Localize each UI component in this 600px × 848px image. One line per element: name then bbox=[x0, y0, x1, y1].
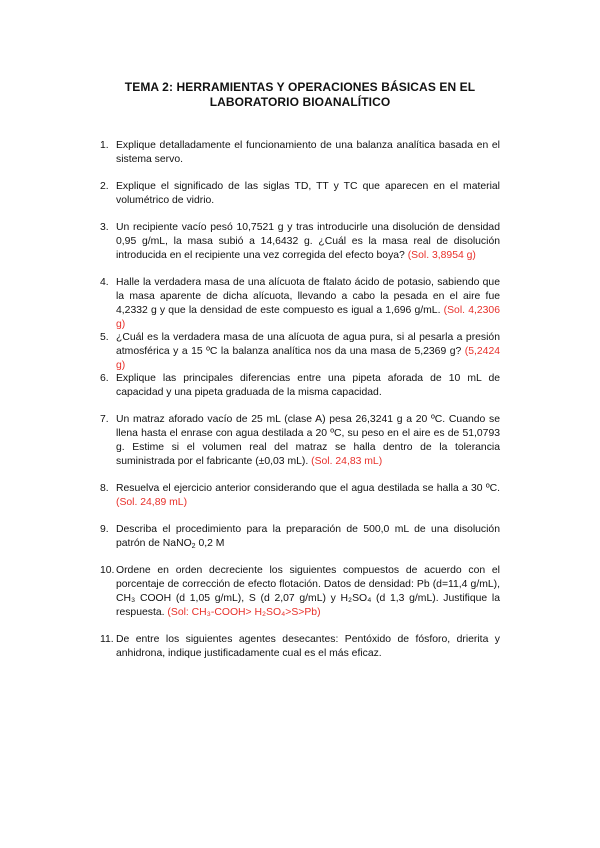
question-number: 2. bbox=[100, 181, 109, 192]
question-text: Explique las principales diferencias entre una pipeta aforada de 10 mL de capacidad y una pipeta graduada de la misma capacidad. bbox=[116, 373, 500, 398]
question-number: 9. bbox=[100, 524, 109, 535]
question-solution: (Sol. 4,2306 g) bbox=[116, 305, 500, 330]
question-text-end: 0,2 M bbox=[195, 538, 225, 549]
title-line-1: TEMA 2: HERRAMIENTAS Y OPERACIONES BÁSICAS EN EL bbox=[124, 80, 476, 94]
question-1 bbox=[100, 139, 500, 167]
question-number: 1. bbox=[100, 140, 109, 151]
question-text: Explique el significado de las siglas TD, TT y TC que aparecen en el material volumétrico de vidrio. bbox=[116, 181, 500, 206]
question-2 bbox=[100, 180, 500, 208]
question-9 bbox=[100, 523, 500, 551]
question-number: 4. bbox=[100, 277, 109, 288]
question-number: 5. bbox=[100, 332, 109, 343]
question-number: 8. bbox=[100, 483, 109, 494]
question-11 bbox=[100, 633, 500, 661]
question-text: Explique detalladamente el funcionamiento de una balanza analítica basada en el sistema servo. bbox=[116, 140, 500, 165]
question-solution: (Sol. 3,8954 g) bbox=[407, 250, 476, 261]
question-solution: (5,2424 g) bbox=[116, 346, 501, 371]
question-solution: (Sol. 24,83 mL) bbox=[311, 456, 383, 467]
question-3 bbox=[100, 221, 500, 263]
question-number: 7. bbox=[100, 414, 109, 425]
question-text: De entre los siguientes agentes desecantes: Pentóxido de fósforo, drierita y anhidrona, indique justificadamente cual es el más eficaz. bbox=[116, 634, 500, 659]
question-text: Halle la verdadera masa de una alícuota de ftalato ácido de potasio, sabiendo que la masa aparente de dicha alícuota, llevando a cabo la pesada en el aire fue 4,2332 g y que la densidad de este compuesto es igual a 1,696 g/mL. bbox=[116, 277, 500, 316]
question-text: Un matraz aforado vacío de 25 mL (clase A) pesa 26,3241 g a 20 ºC. Cuando se llena hasta el enrase con agua destilada a 20 ºC, su peso en el aire es de 51,0793 g. Estime si el volumen real del matraz se halla dentro de la tolerancia suministrada por el fabricante (±0,03 mL). bbox=[116, 414, 500, 467]
question-solution: (Sol. 24,89 mL) bbox=[116, 497, 188, 508]
question-6 bbox=[100, 372, 500, 400]
document-title bbox=[0, 80, 600, 110]
question-4 bbox=[100, 276, 500, 332]
question-10 bbox=[100, 564, 500, 620]
subscript: 2 bbox=[191, 543, 196, 550]
question-number: 10. bbox=[100, 565, 115, 576]
question-number: 6. bbox=[100, 373, 109, 384]
question-5 bbox=[100, 331, 500, 373]
question-text: Ordene en orden decreciente los siguientes compuestos de acuerdo con el porcentaje de corrección de efecto flotación. Datos de densidad: Pb (d=11,4 g/mL), CH₃ COOH (d 1,05 g/mL), S (d 2,07 g/mL) y H₂SO₄ (d 1,3 g/mL). Justifique la respuesta. bbox=[116, 565, 500, 618]
question-8 bbox=[100, 482, 500, 510]
title-line-2: LABORATORIO BIOANALÍTICO bbox=[209, 95, 391, 109]
question-text: Un recipiente vacío pesó 10,7521 g y tras introducirle una disolución de densidad 0,95 g/mL, la masa subió a 14,6432 g. ¿Cuál es la masa real de disolución introducida en el recipiente una vez corregida del efecto boya? bbox=[116, 222, 500, 261]
question-text: Describa el procedimiento para la preparación de 500,0 mL de una disolución patrón de NaNO bbox=[116, 524, 500, 549]
question-number: 11. bbox=[100, 634, 114, 645]
question-text: ¿Cuál es la verdadera masa de una alícuota de agua pura, si al pesarla a presión atmosférica y a 15 ºC la balanza analítica nos da una masa de 5,2369 g? bbox=[116, 332, 500, 357]
question-number: 3. bbox=[100, 222, 109, 233]
question-text: Resuelva el ejercicio anterior considerando que el agua destilada se halla a 30 ºC. bbox=[116, 483, 500, 494]
question-7 bbox=[100, 413, 500, 469]
question-solution: (Sol: CH₃-COOH> H₂SO₄>S>Pb) bbox=[167, 607, 321, 618]
